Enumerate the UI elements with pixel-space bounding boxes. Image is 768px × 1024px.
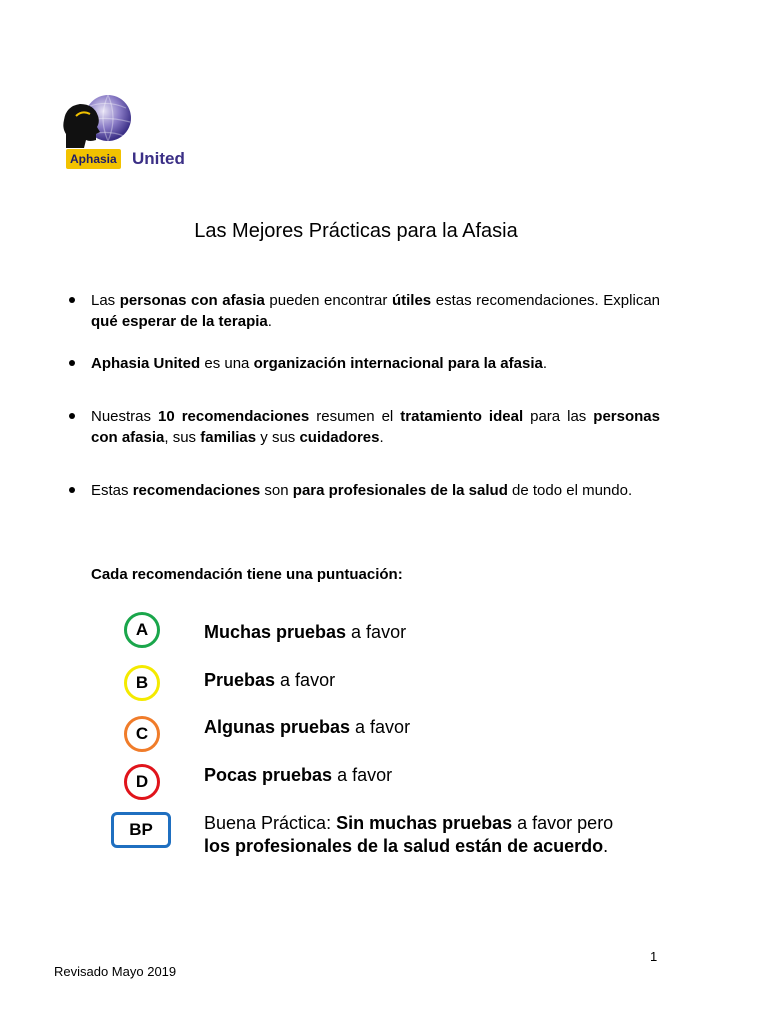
logo-word-aphasia: Aphasia (66, 149, 121, 169)
grade-row-b (0, 665, 768, 705)
grade-row-c (0, 716, 768, 756)
grade-badge-label: A (135, 620, 149, 639)
bullet-text-strong: Aphasia United (91, 355, 201, 372)
grade-rest: a favor (275, 670, 336, 690)
grade-description (204, 621, 406, 644)
grade-rest: a favor (350, 717, 411, 737)
grade-badge-label: D (135, 772, 149, 791)
bullet-item (66, 353, 660, 374)
grade-description (204, 764, 392, 787)
grade-rest: a favor (332, 765, 393, 785)
grade-badge-d (124, 764, 160, 800)
bullet-text-strong: personas con afasia (91, 408, 660, 446)
bullet-text-strong: qué esperar de la terapia (91, 313, 268, 330)
bullet-text: y sus (256, 429, 300, 446)
good-practice-description (204, 812, 613, 858)
grade-badge-a (124, 612, 160, 648)
grade-strong: Pocas pruebas (204, 765, 333, 785)
grade-badge-b (124, 665, 160, 701)
good-practice-strong: Sin muchas pruebas (336, 813, 513, 833)
revision-date: Revisado Mayo 2019 (54, 964, 177, 979)
grade-row-d (0, 764, 768, 804)
bullet-text: . (542, 355, 547, 372)
logo-word-united: United (132, 149, 185, 168)
bullet-text-strong: para profesionales de la salud (292, 482, 508, 499)
grade-strong: Pruebas (204, 670, 276, 690)
page-title-text: Las Mejores Prácticas para la Afasia (194, 220, 518, 242)
page-number: 1 (650, 949, 658, 964)
bullet-text: pueden encontrar (264, 292, 392, 309)
globe-head-icon (60, 94, 140, 154)
bullet-text: . (267, 313, 272, 330)
bullet-text-strong: familias (200, 429, 257, 446)
grade-badge-label: B (135, 673, 149, 692)
bullet-item (66, 480, 660, 501)
grade-badge-bp (111, 812, 171, 848)
grade-row-a (0, 612, 768, 652)
grade-row-bp (0, 812, 768, 862)
grade-strong: Muchas pruebas (204, 622, 347, 642)
grade-description (204, 716, 410, 739)
bullet-text-strong: tratamiento ideal (400, 408, 524, 425)
bullet-text: . (379, 429, 384, 446)
grade-description (204, 669, 335, 692)
intro-bullet-list (66, 290, 660, 501)
good-practice-strong-2: los profesionales de la salud están de acuerdo (204, 836, 604, 856)
bullet-item (66, 406, 660, 448)
grade-badge-c (124, 716, 160, 752)
bullet-text: son (260, 482, 293, 499)
scoring-intro: Cada recomendación tiene una puntuación: (91, 566, 403, 583)
bullet-text-strong: útiles (391, 292, 432, 309)
bullet-text-strong: 10 recomendaciones (158, 408, 310, 425)
grade-rest: a favor (346, 622, 407, 642)
good-practice-pre: Buena Práctica: (204, 813, 337, 833)
bullet-text: resumen el (309, 408, 401, 425)
bullet-item (66, 290, 660, 332)
good-practice-post: a favor pero (512, 813, 614, 833)
aphasia-united-logo (60, 94, 210, 174)
bullet-text: Estas (91, 482, 133, 499)
bullet-text-strong: cuidadores (299, 429, 380, 446)
bullet-text: , sus (164, 429, 201, 446)
bullet-text: de todo el mundo. (507, 482, 633, 499)
bullet-text: para las (523, 408, 594, 425)
bullet-text: estas recomendaciones. Explican (431, 292, 660, 309)
bullet-text-strong: personas con afasia (119, 292, 265, 309)
grade-strong: Algunas pruebas (204, 717, 351, 737)
grade-badge-label: BP (129, 820, 153, 839)
grade-badge-label: C (135, 724, 149, 743)
bullet-text: Las (91, 292, 120, 309)
good-practice-post-2: . (603, 836, 609, 856)
page-title (0, 220, 712, 243)
bullet-text-strong: organización internacional para la afasia (253, 355, 543, 372)
bullet-text: Nuestras (91, 408, 159, 425)
bullet-text: es una (200, 355, 254, 372)
bullet-text-strong: recomendaciones (132, 482, 261, 499)
